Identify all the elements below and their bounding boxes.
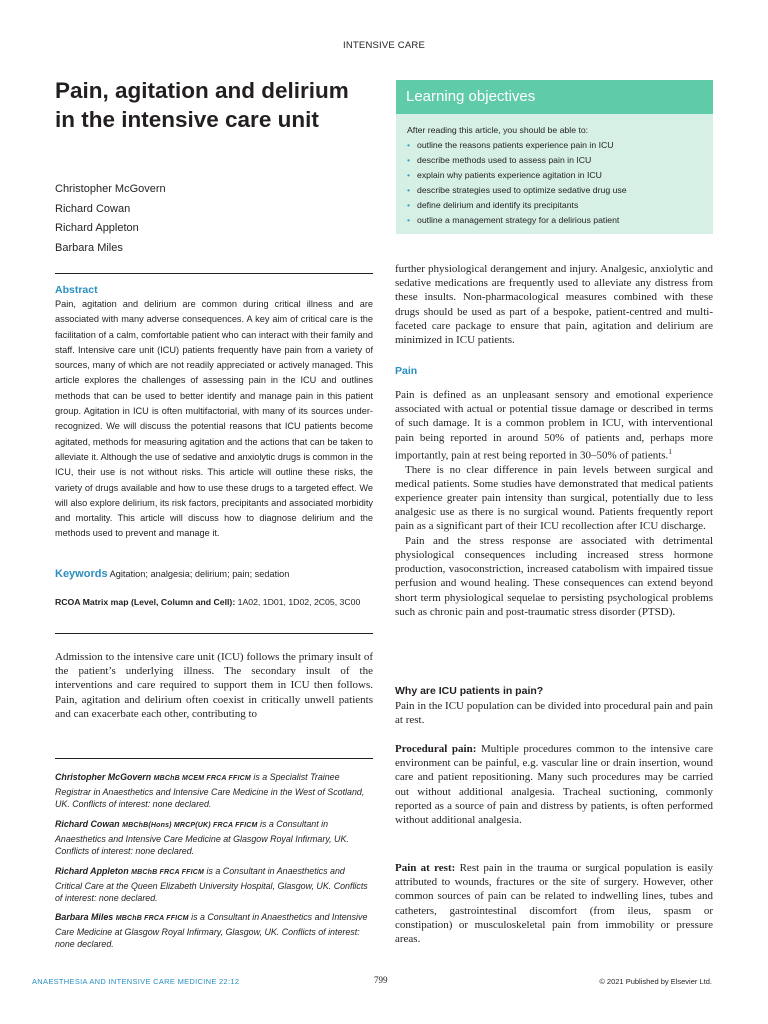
pain-at-rest-paragraph: Pain at rest: Rest pain in the trauma or surgical population is easily attributed to wounds, fractures or the site of surgery. However, other common sources of pain can be related to indwelling lines, tubes and catheters, gastrointestinal discomfort (from ileus, spasm or constipation) or musculoskeletal pain from immobility or pressure areas. (395, 862, 713, 946)
list-item: • describe strategies used to optimize sedative drug use (407, 183, 703, 198)
procedural-pain-label: Procedural pain: (395, 743, 477, 755)
author-name: Christopher McGovern (55, 183, 166, 195)
intro-paragraph: Admission to the intensive care unit (ICU) follows the primary insult of the patient’s underlying illness. The secondary insult of the interventions and care required to support them in ICU then follows. Pain, agitation and delirium often coexist in critically unwell patients and can exacerbate each other, contributing to (55, 651, 373, 720)
pain-section (395, 388, 713, 619)
continuation-paragraph: further physiological derangement and injury. Analgesic, anxiolytic and sedative medications are frequently used to alleviate any distress from these insults. Non-pharmacological measures combined with these drugs should be used as part of a bespoke, patient-centred and multi-faceted care package to ensure that pain, agitation and delirium are minimized in ICU patients. (395, 263, 713, 347)
author-note: Christopher McGovern MBChB MCEM FRCA FFICM is a Specialist Trainee Registrar in Anaesthetics and Intensive Care Medicine in the West of Scotland, UK. Conflicts of interest: none declared. (55, 772, 365, 809)
author-name: Barbara Miles (55, 241, 123, 254)
learning-objectives-list (407, 138, 703, 228)
pain-paragraph: Pain and the stress response are associated with detrimental physiological consequences including increased stress hormone production, vasoconstriction, increased catabolism with impaired tissue perfusion and wound healing. These consequences can extend beyond short term physiological sequelae to persisting psychological problems such as chronic pain and post-traumatic stress disorder (PTSD). (395, 534, 713, 618)
bullet-icon: • (407, 155, 411, 165)
author-note: Barbara Miles MBChB FRCA FFICM is a Consultant in Anaesthetics and Intensive Care Medicine at Glasgow Royal Infirmary, Glasgow, UK. Conflicts of interest: none declared. (55, 912, 368, 949)
pain-paragraph: There is no clear difference in pain levels between surgical and medical patients. Some studies have demonstrated that medical patients experience greater pain intensity than surgical, potentially due to less analgesic use as there is no surgical wound. Patients frequently report pain as a significant part of their ICU recollection after ICU discharge. (395, 463, 713, 533)
learning-objectives-intro: After reading this article, you should be able to: (407, 125, 589, 135)
rcoa-label: RCOA Matrix map (Level, Column and Cell): (55, 597, 236, 607)
bullet-icon: • (407, 200, 411, 210)
pain-at-rest-label: Pain at rest: (395, 862, 456, 874)
bullet-icon: • (407, 215, 411, 225)
keywords (55, 568, 373, 580)
keywords-text: Agitation; analgesia; delirium; pain; sedation (109, 569, 290, 579)
learning-objectives-heading: Learning objectives (396, 80, 713, 114)
bullet-icon: • (407, 170, 411, 180)
rcoa-matrix (55, 595, 373, 610)
abstract-top-rule (55, 273, 373, 274)
running-head: INTENSIVE CARE (343, 40, 425, 51)
author-notes-rule (55, 758, 373, 759)
journal-footer: ANAESTHESIA AND INTENSIVE CARE MEDICINE 22:12 (32, 977, 240, 986)
learning-objectives-box (396, 114, 713, 234)
author-note: Richard Appleton MBChB FRCA FFICM is a Consultant in Anaesthetics and Critical Care at the Queen Elizabeth University Hospital, Glasgow, UK. Conflicts of interest: none declared. (55, 866, 368, 903)
page-number: 799 (374, 975, 388, 985)
keywords-label: Keywords (55, 568, 108, 580)
bullet-icon: • (407, 185, 411, 195)
author-list (55, 180, 355, 258)
copyright: © 2021 Published by Elsevier Ltd. (599, 977, 712, 986)
list-item: • define delirium and identify its precipitants (407, 198, 703, 213)
list-item: • explain why patients experience agitation in ICU (407, 168, 703, 183)
bullet-icon: • (407, 140, 411, 150)
pain-paragraph: Pain is defined as an unpleasant sensory and emotional experience associated with actual or potential tissue damage or described in terms of such damage. It is a common problem in ICU, with interventional pain being reported in around 50% of patients and, perhaps more importantly, pain at rest being reported in 30–50% of patients.$^1$ (395, 389, 713, 462)
list-item: • outline a management strategy for a delirious patient (407, 213, 703, 228)
rcoa-codes: 1A02, 1D01, 1D02, 2C05, 3C00 (237, 597, 361, 607)
author-name: Richard Appleton (55, 222, 139, 234)
list-item: • outline the reasons patients experience pain in ICU (407, 138, 703, 153)
author-note: Richard Cowan MBChB(Hons) MRCP(UK) FRCA FFICM is a Consultant in Anaesthetics and Intensive Care Medicine at Glasgow Royal Infirmary, UK. Conflicts of interest: none declared. (55, 819, 349, 856)
author-name: Richard Cowan (55, 202, 131, 215)
pain-heading: Pain (395, 365, 418, 377)
why-pain-text: Pain in the ICU population can be divided into procedural pain and pain at rest. (395, 700, 713, 727)
abstract-bottom-rule (55, 633, 373, 634)
list-item: • describe methods used to assess pain in ICU (407, 153, 703, 168)
abstract-text: Pain, agitation and delirium are common during critical illness and are associated with many adverse consequences. A key aim of critical care is the facilitation of a calm, comfortable patient who can interact with their family and staff. Intensive care unit (ICU) patients frequently have pain from a variety of sources, many of which are not readily appreciated or actively managed. This article explores the challenges of assessing pain in the ICU and outlines methods that can be used to better identify and manage pain in this patient group. Agitation in ICU is often multifactorial, with many of its sources under-recognized. We will discuss the potential reasons that ICU patients become agitated, methods for measuring agitation and the actions that can be taken to alleviate it. Although the use of sedative and anxiolytic drugs is common in the ICU, their use is not without risks. This article will outline these risks, the variety of drugs available and how to use these drugs to a targeted effect. We will also explore delirium, its risk factors, precipitants and associated morbidity and mortality. This article will discuss how to diagnose delirium and the methods used to prevent and manage it. (55, 299, 373, 539)
article-title: Pain, agitation and delirium in the intensive care unit (55, 78, 349, 132)
abstract-heading: Abstract (55, 284, 98, 296)
procedural-pain-paragraph: Procedural pain: Multiple procedures common to the intensive care environment can be painful, e.g. vascular line or drain insertion, wound care and patient repositioning. Many such procedures may be carried out without additional analgesia. Tracheal suctioning, commonly reported as a source of pain and distress by patients, is often performed without additional analgesia. (395, 743, 714, 827)
why-pain-heading: Why are ICU patients in pain? (395, 685, 544, 697)
